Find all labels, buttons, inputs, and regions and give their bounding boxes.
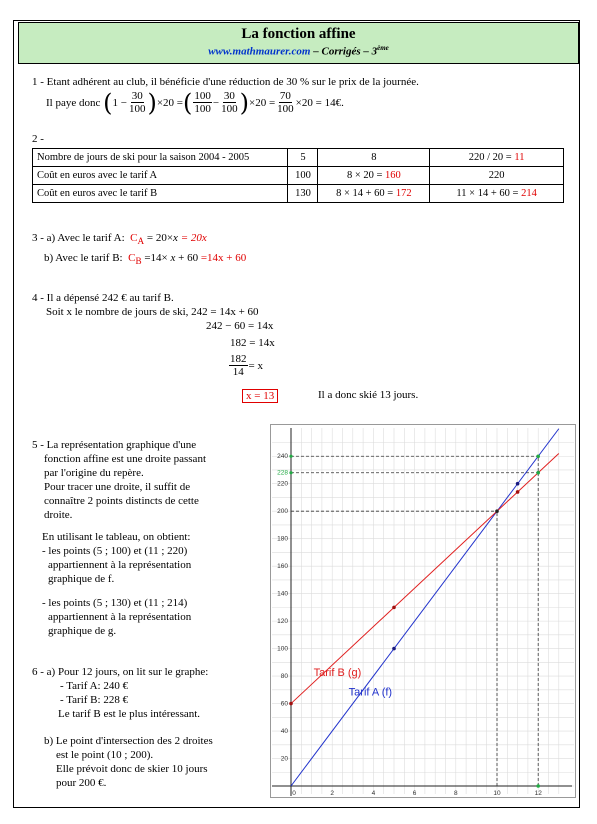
q4-frac-line	[228, 353, 263, 378]
y-tick-label: 240	[277, 453, 288, 461]
q5-text: - les points (5 ; 130) et (11 ; 214)	[42, 597, 188, 609]
q5-text: Pour tracer une droite, il suffit de	[44, 481, 191, 493]
data-point	[289, 471, 292, 474]
data-point	[495, 509, 499, 513]
q6-text: pour 200 €.	[56, 777, 107, 789]
data-point	[289, 702, 293, 706]
q6-text: 6 - a) Pour 12 jours, on lit sur le graphe:	[32, 666, 209, 678]
q5-text: graphique de f.	[48, 573, 115, 585]
data-point	[536, 454, 540, 458]
frac-den: 14	[232, 366, 244, 378]
cell-red: 214	[521, 188, 537, 199]
q6-text: Elle prévoit donc de skier 10 jours	[56, 763, 208, 775]
table-cell: Coût en euros avec le tarif B	[33, 185, 288, 203]
table-cell: 100	[288, 167, 318, 185]
q5-text: fonction affine est une droite passant	[44, 453, 206, 465]
q4-line2: Soit x le nombre de jours de ski, 242 = 14x + 60	[46, 306, 259, 318]
frac-182-14	[229, 353, 248, 378]
q6-a	[32, 665, 208, 721]
y-tick-label: 200	[277, 508, 288, 516]
table-cell: Coût en euros avec le tarif A	[33, 167, 288, 185]
q1-times-b: ×20 =	[248, 96, 276, 109]
data-point	[536, 784, 540, 788]
page-title: La fonction affine	[241, 26, 356, 42]
x-tick-label: 8	[453, 790, 458, 797]
paren-open: (	[103, 88, 113, 117]
q3b-plus: + 60	[175, 252, 199, 264]
q5-text: appartiennent à la représentation	[48, 559, 192, 571]
table-cell: 5	[288, 149, 318, 167]
frac-num: 70	[279, 90, 291, 102]
data-point	[392, 606, 396, 610]
q3a-sub: A	[137, 236, 145, 247]
series-label-tarif-b: Tarif B (g)	[313, 667, 362, 680]
q1-times: ×20 =	[156, 96, 184, 109]
q3a-red: = 20x	[177, 232, 207, 244]
data-point	[516, 482, 520, 486]
q6-text: - Tarif A: 240 €	[60, 680, 129, 692]
frac-30-100	[128, 90, 147, 115]
table-row	[33, 149, 564, 167]
q3a-eq: = 20×	[144, 232, 174, 244]
data-point	[516, 490, 520, 494]
page-subtitle	[19, 44, 578, 58]
affine-graph	[270, 424, 576, 798]
q3a-C: C	[130, 232, 138, 244]
y-tick-label: 40	[280, 728, 288, 736]
y-tick-label: 140	[277, 590, 288, 598]
table-row	[33, 167, 564, 185]
table-cell	[318, 149, 430, 167]
frac-30-100-b	[220, 90, 239, 115]
q4-line4: 182 = 14x	[230, 337, 275, 349]
q3b-sub: B	[135, 256, 142, 267]
paren-open-2: (	[183, 88, 193, 117]
y-tick-label: 160	[277, 563, 288, 571]
q3b-red: =14x + 60	[198, 252, 247, 264]
q6-text: Le tarif B est le plus intéressant.	[58, 708, 201, 720]
x-tick-label: 2	[330, 790, 335, 797]
q2-label: 2 -	[32, 133, 44, 145]
label-228: 228	[277, 469, 288, 477]
q5-text: droite.	[44, 509, 73, 521]
data-point	[392, 647, 396, 651]
q4-answer: x = 13	[242, 389, 278, 403]
q4-line1: 4 - Il a dépensé 242 € au tarif B.	[32, 292, 174, 304]
q3a-x: x	[173, 232, 178, 244]
q1-one: 1 −	[112, 96, 127, 109]
q1-end: ×20 = 14€.	[295, 96, 344, 109]
q4-line3: 242 − 60 = 14x	[206, 320, 274, 332]
q3b-C: C	[128, 252, 136, 264]
y-tick-label: 100	[277, 645, 288, 653]
x-tick-label: 12	[534, 790, 542, 797]
frac-num: 30	[131, 90, 143, 102]
cell-red: 11	[514, 152, 525, 163]
q5-text: par l'origine du repère.	[44, 467, 144, 479]
q3-b	[44, 252, 246, 266]
q5-text: - les points (5 ; 100) et (11 ; 220)	[42, 545, 188, 557]
q5-text: graphique de g.	[48, 625, 117, 637]
table-cell	[318, 185, 430, 203]
cell-text: 8	[371, 152, 377, 163]
y-tick-label: 180	[277, 535, 288, 543]
table-cell	[430, 185, 564, 203]
q1-minus: −	[212, 96, 220, 109]
q6-text: b) Le point d'intersection des 2 droites	[44, 735, 213, 747]
frac-den: 100	[277, 103, 294, 115]
cell-text: 220	[488, 170, 505, 181]
x-tick-label: 10	[493, 790, 501, 797]
frac-num: 182	[230, 353, 247, 365]
paren-close: )	[147, 88, 157, 117]
q5-p3	[42, 530, 191, 586]
cell-red: 172	[395, 188, 412, 199]
table-cell	[430, 167, 564, 185]
q5-p4	[42, 596, 191, 638]
q6-b	[44, 734, 213, 790]
y-tick-label: 20	[280, 755, 288, 763]
q1-prefix: Il paye donc	[46, 96, 101, 109]
q3b-x: x	[170, 252, 176, 264]
header-banner	[18, 22, 579, 64]
q6-text: - Tarif B: 228 €	[60, 694, 129, 706]
cell-text: 8 × 14 + 60 =	[336, 188, 396, 199]
q5-text: 5 - La représentation graphique d'une	[32, 439, 197, 451]
q5-p1	[32, 438, 206, 522]
x-tick-label: 4	[371, 790, 376, 797]
subtitle-sep: – Corrigés –	[310, 45, 372, 58]
q3b-eq: =14×	[141, 252, 171, 264]
frac-den: 100	[221, 103, 238, 115]
q5-text: En utilisant le tableau, on obtient:	[42, 531, 191, 543]
x-tick-label: 0	[292, 790, 296, 797]
q5-text: connaître 2 points distincts de cette	[44, 495, 199, 507]
table-row	[33, 185, 564, 203]
frac-70-100	[276, 90, 295, 115]
website-link[interactable]: www.mathmaurer.com	[208, 45, 311, 58]
level: 3	[371, 45, 378, 58]
table-cell: Nombre de jours de ski pour la saison 2004 - 2005	[33, 149, 288, 167]
frac-100-100	[193, 90, 212, 115]
q3a-prefix: 3 - a) Avec le tarif A:	[32, 232, 125, 244]
q4-conclusion: Il a donc skié 13 jours.	[318, 389, 419, 401]
frac-num: 100	[194, 90, 211, 102]
y-tick-label: 80	[280, 673, 288, 681]
cell-text: 8 × 20 =	[346, 170, 386, 181]
y-tick-label: 220	[277, 480, 288, 488]
q6-text: est le point (10 ; 200).	[56, 749, 154, 761]
tariff-table	[32, 148, 564, 203]
frac-num: 30	[223, 90, 235, 102]
frac-eq: = x	[248, 359, 263, 372]
y-tick-label: 120	[277, 618, 288, 626]
data-point	[289, 455, 292, 458]
x-tick-label: 6	[412, 790, 417, 797]
q1-calc	[46, 90, 344, 115]
frac-den: 100	[194, 103, 211, 115]
q5-text: appartiennent à la représentation	[48, 611, 192, 623]
cell-red: 160	[385, 170, 401, 181]
y-tick-label: 60	[280, 700, 288, 708]
frac-den: 100	[128, 103, 146, 115]
table-cell: 130	[288, 185, 318, 203]
table-cell	[430, 149, 564, 167]
level-sup: ème	[377, 44, 389, 52]
data-point	[536, 471, 540, 475]
cell-text: 220 / 20 =	[468, 152, 515, 163]
q3-a	[32, 232, 207, 246]
series-label-tarif-a: Tarif A (f)	[348, 686, 393, 699]
paren-close-2: )	[239, 88, 249, 117]
q3b-prefix: b) Avec le tarif B:	[44, 252, 123, 264]
q1-line1: 1 - Etant adhérent au club, il bénéficie d'une réduction de 30 % sur le prix de la journée.	[32, 76, 419, 88]
cell-text: 11 × 14 + 60 =	[456, 188, 522, 199]
table-cell	[318, 167, 430, 185]
